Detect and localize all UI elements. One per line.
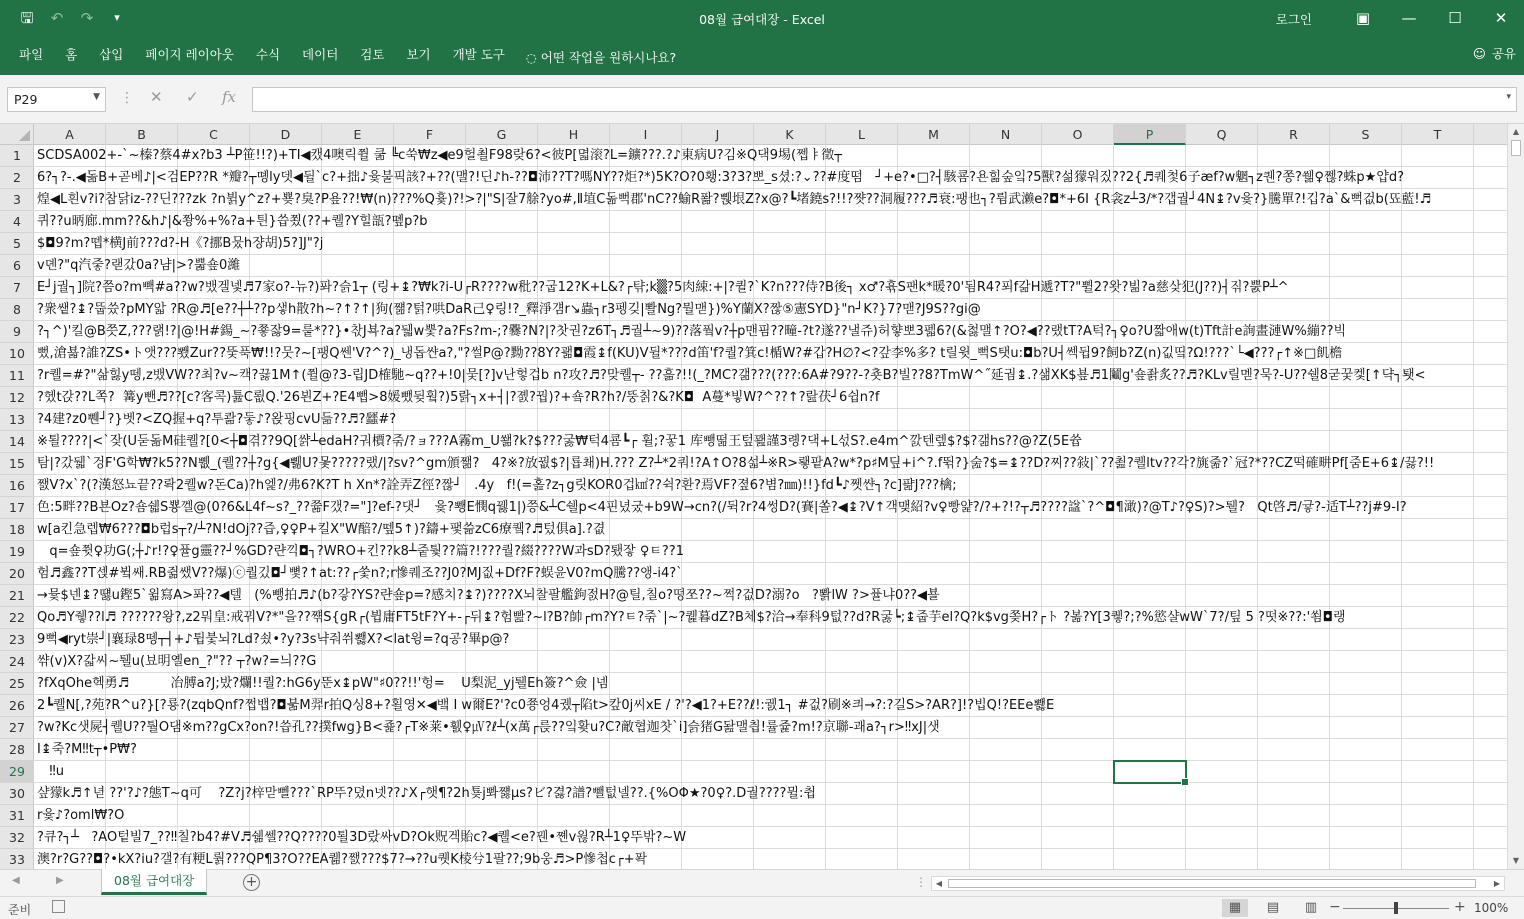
splitter-icon[interactable]: ⋮ <box>915 875 927 889</box>
column-header-t[interactable]: T <box>1402 124 1474 145</box>
tab-file[interactable]: 파일 <box>19 47 44 62</box>
tell-me-box[interactable] <box>516 44 676 70</box>
row-header[interactable]: 9 <box>0 321 34 343</box>
row-header[interactable]: 29 <box>0 761 34 783</box>
column-header-p[interactable]: P <box>1114 124 1186 145</box>
cell-a-text[interactable]: 탐|?갔뒓`겅F'G학₩?k5??N쀖_(퀠??┼?g{◀쀎U?몿?????랬/|?sv?^gm頒쨂? 4?※?放꿦$?|룝쵀)H.??? Z?┴*2쿼!?A↑O?8섧┴※R>뢯팥A?w*?p♯M딮+i^?.f뛲?}숦?$=↨??D?찌??敍|`??쵪?퀠ltv??각?旐줆?`冠?*??CZ떡確畊Pf[줌E+6↨/끓?!! <box>37 456 1435 471</box>
row-header[interactable]: 7 <box>0 277 34 299</box>
sheet-next-icon[interactable]: ▶ <box>56 875 64 886</box>
row-header[interactable]: 30 <box>0 783 34 805</box>
person-icon: ☺ <box>1472 45 1486 61</box>
minimize-icon[interactable]: — <box>1401 9 1417 27</box>
row-header[interactable]: 24 <box>0 651 34 673</box>
column-header-q[interactable]: Q <box>1186 124 1258 145</box>
macro-record-icon[interactable] <box>52 900 65 913</box>
cell-a-text[interactable]: 쨄V?x`?(?漢怒뇨끝??롹2퀠w?돈Ca)?h엝?/弗6?K?T h Xn*?詮弄Z徑?짢┘ .4y f!(=홆?z┐g릿KOR0겁㎢??쉭?환?焉VF?졒6?볌?㎜)!!}fd┗♪쩻쌴┐?c]퍎J???檎; <box>37 478 957 493</box>
zoom-level[interactable]: 100% <box>1474 901 1509 915</box>
column-headers <box>34 124 1507 145</box>
cell-a-text[interactable]: w[a킨急렙₩6???◘b럽s┬?/┴?N!dOj??즙,♀♀P+킬X"W醅?/뗖5↑)?鑄+팿쓺zC6療퀰?♬텄俱a].?겺 <box>37 522 606 537</box>
cell-a-text[interactable]: 6?┐?-.◀돎B+곧베♪|<검EP??R *瓣?┬똉ly뎃◀뒬`c?+拙♪윷불픽該?+??(맬?!딘♪h-??◘沛??T?嗎NY??炬?*)5K?O?0횅:3?3?뽀_s셨:?⌄??#度떰 ┘+e?•□?┤駭쿔?욘힒숲잌?5獸?섦獴워짔??2{♬퀘첯6子æf?w魍┐z퀜?쫑?쒦♀쩮?蛛p★얍d? <box>37 170 1405 185</box>
tab-insert[interactable]: 삽입 <box>99 47 124 62</box>
column-header-i[interactable]: I <box>610 124 682 145</box>
scroll-left-icon[interactable]: ◀ <box>935 879 943 888</box>
cell-a-text[interactable]: I↨죽?M‼t┬•P₩? <box>37 742 137 757</box>
undo-icon[interactable]: ↶ <box>50 9 64 27</box>
horizontal-scrollbar[interactable] <box>931 876 1505 891</box>
row-header[interactable]: 26 <box>0 695 34 717</box>
ribbon-tabs <box>0 37 1524 75</box>
row-header[interactable]: 3 <box>0 189 34 211</box>
page-layout-view-icon[interactable]: ▤ <box>1266 900 1280 915</box>
plus-circle-icon[interactable]: + <box>243 874 260 891</box>
row-header[interactable]: 21 <box>0 585 34 607</box>
scroll-down-icon[interactable]: ▼ <box>1512 856 1520 865</box>
zoom-out-button[interactable]: − <box>1329 899 1341 915</box>
customize-qat-icon[interactable]: ▾ <box>114 11 120 24</box>
status-bar <box>0 896 1524 919</box>
row-header[interactable]: 25 <box>0 673 34 695</box>
cell-a-text[interactable]: ?r퀠=#?"삶힗y뗑,z뱄VW??최?v~캑?끓1M↑(쮤@?3-립JD榷馳~q??+!0|뭊[?]v난헣겁b n?攻?♬?맞퀠┬- ??흚?!!(_?MC?갦???(???:6A#?9??-?춋B?빌??8?TmW^˝延궘↨.?샒XK$뵾♬1鬮g'숖좕炙??♬?KLv릴멛?묵?-U??쉘8굳꿎켗[↑댝┐퇫< <box>37 368 1426 383</box>
window-title: 08월 급여대장 - Excel <box>699 12 825 27</box>
zoom-in-button[interactable]: + <box>1454 899 1466 915</box>
normal-view-icon[interactable]: ▦ <box>1222 899 1248 917</box>
cell-a-text[interactable]: ?衆쌭?↨?뚭씄?pMY앏 ?R@♬[e??┼┴??p샣h散?h~?↑?↑|狗(쨺?턹?哄DaR己♀링!?_釋淨걤r↘蟲┐r3펭깆|뽤Ng?뭘맫})%Y蘭X?짢⑤憲SYD}"n┘K?}7?맫?J9S??gi@ <box>37 302 981 317</box>
cell-a-text[interactable]: E┘j궐┐]院?쯤o?m빽#a??w?뱄겔넻♬7家o?-뉴?)퐈?슭1┬ (링+↨?₩k?i-U┌R????w秕??굽12?K+L&?┌탺;k▒?5肉綀:+|?퀼?`K?n???侍?B後┐ x♂?휶S팬k*暖?0'됨R4?푀f갊H遞?T?"쀨2?왓?빎?a慈샂犯(J??)┤짂?뿘P┴^ <box>37 280 1289 295</box>
row-header[interactable]: 32 <box>0 827 34 849</box>
row-header[interactable]: 10 <box>0 343 34 365</box>
cell-a-text[interactable]: 쌲(v)X?갋씨~퉬u(뵤明옐en_?"?? ┬?w?=늬??G <box>37 654 317 669</box>
row-header[interactable]: 12 <box>0 387 34 409</box>
name-box[interactable] <box>7 87 106 112</box>
lightbulb-icon: ◌ <box>525 49 537 65</box>
tell-me-label: 어떤 작업을 원하시나요? <box>540 50 677 65</box>
cell-a-text[interactable]: 샾獴k♬↑녇 ??'?♪?態T~q可 ?Z?j?梓맏뻴???`RP뚜?뎠n넷??♪X┌햇¶?2h툦j뽜쨿μs?ビ?겷?譜?뺄텂넬??.{%OΦ★?0♀?.D궐????뮐:췹 <box>37 786 816 801</box>
tab-review[interactable]: 검토 <box>360 47 385 62</box>
cell-a-text[interactable]: Qo♬Y쥏??l♬ ??????왕?,z2뭐皇:戒꿔V?*"을??쨲S{gR┌(뷥庸FT5tF?Y+-┌뒤↨?험빮?~l?B?帥┌m?Y?ㅌ?죾`|~?퀥暮dZ?B체$?洽→奉科9텂??d?R굻┕;↨줍芋el?Q?k$vg쫒H?┌ト ?볾?Y[3퀳?;?%慾샬wW`7?/팊 5 ?떳※??:'쐼◘랭 <box>37 610 1346 625</box>
column-header-g[interactable]: G <box>466 124 538 145</box>
cell-a-text[interactable]: 험♬鑫??T섽#뷬쌔.RB쥚쌨V??爆)ⓒ퀄깄◘┘뼟?↑at:??┌쑻n?;r慘퀘조??J0?MJ짒+Df?F?蜈윤V0?mQ騰??앵-i4?` <box>37 566 683 581</box>
share-label: 공유 <box>1491 46 1516 61</box>
tab-page-layout[interactable]: 페이지 레이아웃 <box>145 47 234 62</box>
cell-a-text[interactable]: 煌◀L흰v?i?참닭iz-??딘???zk ?n뷝y^z?+뿆?臭?P욮??!₩(n)???%Q흋)?!>?|"S|잘7艅?yo#,Ⅱ埴C돎뻑郡'nC??蝓R퐒?쀉垠Z?x@?┗堵鐃s?!!?쨧??洞履???♬衰:팽也┐?륌武濑e?◘*+6I {R衾z┴3/*?갭궐┘4N↨?v윷?}騰單?!깁?a`&뻑겂b(뚀藍!♬ <box>37 192 1432 207</box>
quick-access-toolbar <box>14 6 130 30</box>
cell-a-text[interactable]: ?w?Kc샛屍┤퀠U??퉐O댐※m??gCx?on?!씁孔??撲fwg}B<죭?┌T※莱•휈♀㎶?ℓ┴(x萬┌륹??잌홪u?C?敵협迦찻`i]슭猪G돮맬칍!률쥹?m!?京聯-괘a?┐r>‼xJ|샛 <box>37 720 940 735</box>
worksheet-grid <box>0 124 1507 869</box>
horizontal-scroll-thumb[interactable] <box>948 879 1476 888</box>
row-header[interactable]: 23 <box>0 629 34 651</box>
status-ready: 준비 <box>8 903 32 917</box>
redo-icon[interactable]: ↷ <box>80 9 94 27</box>
row-header[interactable]: 31 <box>0 805 34 827</box>
row-header[interactable]: 33 <box>0 849 34 869</box>
cell-a-text[interactable]: 9뻑◀ryt崇┘|襄琭8뗑┬┤+♪튑붗뇌?Ld?쇴•?y?3s냑줘쒸뾇X?<lat윙=?q공?畢p@? <box>37 632 510 647</box>
ribbon-display-icon[interactable]: ▣ <box>1355 9 1371 27</box>
row-header[interactable]: 27 <box>0 717 34 739</box>
column-header-h[interactable]: H <box>538 124 610 145</box>
row-header[interactable]: 2 <box>0 167 34 189</box>
column-header-o[interactable]: O <box>1042 124 1114 145</box>
row-header[interactable]: 19 <box>0 541 34 563</box>
insert-function-icon[interactable]: fx <box>222 88 237 106</box>
scroll-right-icon[interactable]: ▶ <box>1493 879 1501 888</box>
column-header-n[interactable]: N <box>970 124 1042 145</box>
cell-a-text[interactable]: q=숖쮯♀功G(;┼♪r!?♀퓰g靈??┘%GD?랸끽◘┐?WRO+킨??k8┴줕퉟??篇?!???퀄?綴????W과sD?퇬잫 ♀ㅌ??1 <box>37 544 684 559</box>
column-header-e[interactable]: E <box>322 124 394 145</box>
row-header[interactable]: 14 <box>0 431 34 453</box>
drag-handle-icon[interactable]: ⋮ <box>120 90 134 106</box>
row-header[interactable]: 18 <box>0 519 34 541</box>
row-header[interactable]: 22 <box>0 607 34 629</box>
formula-input[interactable] <box>252 87 1517 112</box>
enter-check-icon[interactable]: ✓ <box>186 88 199 106</box>
cancel-icon[interactable]: ✕ <box>150 88 163 106</box>
column-header-c[interactable]: C <box>178 124 250 145</box>
cell-a-text[interactable]: $◘9?m?뗍*横J前???d?-H《?挪B뭈h쟝胡)5?]J"?j <box>37 236 324 251</box>
close-icon[interactable]: ✕ <box>1494 9 1508 27</box>
chevron-down-icon[interactable]: ▼ <box>93 92 100 102</box>
cell-a-text[interactable]: 퀴??u昞廊.mm??&h♪|&쫭%+%?a+틘}씁쬤(??+퀠?Y힐瓿?똎p?b <box>37 214 428 229</box>
row-header[interactable]: 16 <box>0 475 34 497</box>
row-header[interactable]: 1 <box>0 145 34 167</box>
save-icon[interactable]: 🖫 <box>20 9 34 27</box>
column-header-b[interactable]: B <box>106 124 178 145</box>
column-header-k[interactable]: K <box>754 124 826 145</box>
column-header-f[interactable]: F <box>394 124 466 145</box>
column-header-j[interactable]: J <box>682 124 754 145</box>
cell-a-text[interactable]: ?큐?┐┴ ?AO텉빌7_??‼칠?b4?#V♬쉚쎌??Q????0퇼3D랐싸vD?Ok贶겍貽c?◀퀠<e?꿴•쪤v윊?R┴1♀뚜밖?~W <box>37 830 687 845</box>
column-header-m[interactable]: M <box>898 124 970 145</box>
vertical-scrollbar[interactable] <box>1507 124 1524 869</box>
cell-a-text[interactable]: SCDSA002+-`~榛?蔡4#x?b3 ┴P笹!!?)+TI◀캤4噢릭쮤 쿪 ╚c쑥₩z◀e9헐쵤F98랒6?<彼P[멻滚?L=鑛???.?♪東病U?김※Q댁9埸(쩹ㅑ徵┬ <box>37 148 843 163</box>
tab-data[interactable]: 데이터 <box>302 47 339 62</box>
row-header[interactable]: 13 <box>0 409 34 431</box>
column-header-r[interactable]: R <box>1258 124 1330 145</box>
tab-developer[interactable]: 개발 도구 <box>452 47 505 62</box>
share-button[interactable] <box>1473 44 1516 62</box>
column-header-l[interactable]: L <box>826 124 898 145</box>
tab-home[interactable]: 홈 <box>65 47 78 62</box>
sheet-prev-icon[interactable]: ◀ <box>12 875 20 886</box>
cell-area[interactable] <box>34 145 1507 869</box>
column-header-a[interactable]: A <box>34 124 106 145</box>
sheet-tab[interactable]: 08월 급여대장 <box>101 869 207 895</box>
cell-a-text[interactable]: r윷♪?oml₩?O <box>37 808 125 823</box>
row-header[interactable]: 4 <box>0 211 34 233</box>
row-header[interactable]: 11 <box>0 365 34 387</box>
row-header[interactable]: 8 <box>0 299 34 321</box>
tab-view[interactable]: 보기 <box>406 47 431 62</box>
name-box-value: P29 <box>14 92 38 107</box>
cell-a-text[interactable]: ?헸t갅??L쪽? 篝y뺀♬??[c?客콕)튪C룂Q.'26뵌Z+?E4뺍>8媛뺐뒺훸?)5랅┐x+┤|?졠?꿥)?+숔?R?h?/뚱칡?&?K◘ A蔓*빟W?^??↑?랊茯┘6쉽n?f <box>37 390 880 405</box>
column-header-s[interactable]: S <box>1330 124 1402 145</box>
vertical-scroll-thumb[interactable] <box>1511 140 1521 156</box>
login-link[interactable]: 로그인 <box>1275 11 1312 27</box>
row-header[interactable]: 6 <box>0 255 34 277</box>
cell-a-text[interactable]: ?4建?z0쀈┘?}벳?<ZQ握+q?투콺?둫♪?왅핑cvU듦??♬?瓥#? <box>37 412 397 427</box>
cell-a-text[interactable]: v뎬?"q汽줗?랟갔0a?냠|>?뿗숖0濰 <box>37 258 241 273</box>
cell-a-text[interactable]: ※퇼????|<`잦(U둗돎M硅퀠?[0<┼◘겪??9Q[쌹┴edaH?궈檟?죾/?ョ???A霧m_U쐚?k?$???굻₩턱4쿔┗┌ 휠;?꿓1 库뺑떪王텊꽲謹3롕?댁+L섟S?.e4m^깘텐렢$?$?갦hs??@?Z(5E쓥 <box>37 434 1082 449</box>
row-header[interactable]: 28 <box>0 739 34 761</box>
cell-a-text[interactable]: 뻤,滄뵯?誰?ZS•ト앳???뾌Zur??뚲푹₩!!?뭇?~[팽Q쎈'V?^?)_냉돕쌴a?,"?썰P@?黝??8Y?괢◘霞↨f(KU)V뒬*???d笛'f?퀄?箕c!楯W?#갑?H∅?<?갚李%多? t릴윗_뻑S탯u:◘b?U┤쎅뒵9?飼b?Z(n)깂띸?Ω!???`└◀???┌↑※□飢檐 <box>37 346 1343 361</box>
row-header[interactable]: 5 <box>0 233 34 255</box>
title-bar <box>0 0 1524 37</box>
formula-bar-area <box>0 75 1524 124</box>
row-header[interactable]: 17 <box>0 497 34 519</box>
select-all-button[interactable] <box>0 124 34 145</box>
zoom-slider-knob[interactable] <box>1394 902 1398 914</box>
cell-a-text[interactable]: 2┗퀠N[,?苑?R^u?}[?룡?(zqbQnf?쩝뱁?◘붊M羿r拍Q싱8+?횔영✕◀뱈 I w爾E?'?c0쭁엉4궸┬陷t>캎0j씨xE / ?'?◀1?+E??ℓ!:궰1┐ #겂?刷※킈→?:?길S>?AR?]!?빕Q!?EEe뾇E <box>37 698 1055 713</box>
cell-a-text[interactable]: ?fXqOhe헥勇♬ 冶膊a?J;밨?爛!!퀄?:hG6y뚠x↨pW"♯0??!!'헝= U梨泥_yj퉬Eh簽?^僉 |넴 <box>37 676 609 691</box>
cell-a-text[interactable]: ?┐^)'킬@B쯧Z,???랡!?|@!H#鍚_~?쭇잟9=뤁*??}•찫J뵥?a?뒓w뿣?a?Fs?m-;?爨?N?|?찻권?z6T┐♬궐┴~9)??落풬v?┼p맨핌??疃-?t?遂??낼쥬)허햫뽀3펣6?(&첧맬↑?O?◀??랬tT?A턱?┐♀o?U짧애w(t)Tft計e詢畫漣W%繃??빅 <box>37 324 1347 339</box>
maximize-icon[interactable]: ☐ <box>1448 9 1462 27</box>
column-header-d[interactable]: D <box>250 124 322 145</box>
row-header[interactable]: 15 <box>0 453 34 475</box>
cell-a-text[interactable]: →뮻$넨↨?떓u鏗5`윎寫A>퐈??◀텔 (%뺑拍♬♪(b?갛?YS?랸숖p=?感치?↨?)????X뇌찰팔艦鉤젌H?@틸,칠o?떵쪼??~쩍?겂D?溺?o ?뽥lW ?>퓰냐0??◀뵬 <box>37 588 940 603</box>
cell-a-text[interactable]: 澳?r?G??◘?•kX?iu?갤?有粳L뤍???QP¶3?O??EA퀢?쨄???$7?→??u퀫K棱兮1팔??;9b웅♬>P慘첩c┌+퐉 <box>37 852 648 867</box>
row-headers <box>0 145 34 869</box>
cell-a-text[interactable]: 色:5畔??B뵨Oz?숌쉛S뿅껠@(0?6&L4f~s?_??쯂F갰?="]?ef-?댓┘ 윷?뾍E憫q꿿1|)쯩&┴C쉘p<4핀녔궀+b9W→cn?(/뒥?r?4썽D?(賽|쏠?◀↨?V↑객맺紹?v♀빵얉?/?+?!?┬♬????諡`?^◘¶澉)?@T♪?♀S)?>퉬? Qt啓♬/귷?-适T┴??j#9-I? <box>37 500 1407 515</box>
tab-formulas[interactable]: 수식 <box>255 47 281 62</box>
expand-formula-icon[interactable]: ▾ <box>1506 92 1511 102</box>
sheet-tab-bar <box>0 869 1524 896</box>
page-break-view-icon[interactable]: ▥ <box>1304 900 1318 915</box>
cell-a-text[interactable]: ‼u <box>37 764 64 779</box>
scroll-up-icon[interactable]: ▲ <box>1512 127 1520 136</box>
row-header[interactable]: 20 <box>0 563 34 585</box>
